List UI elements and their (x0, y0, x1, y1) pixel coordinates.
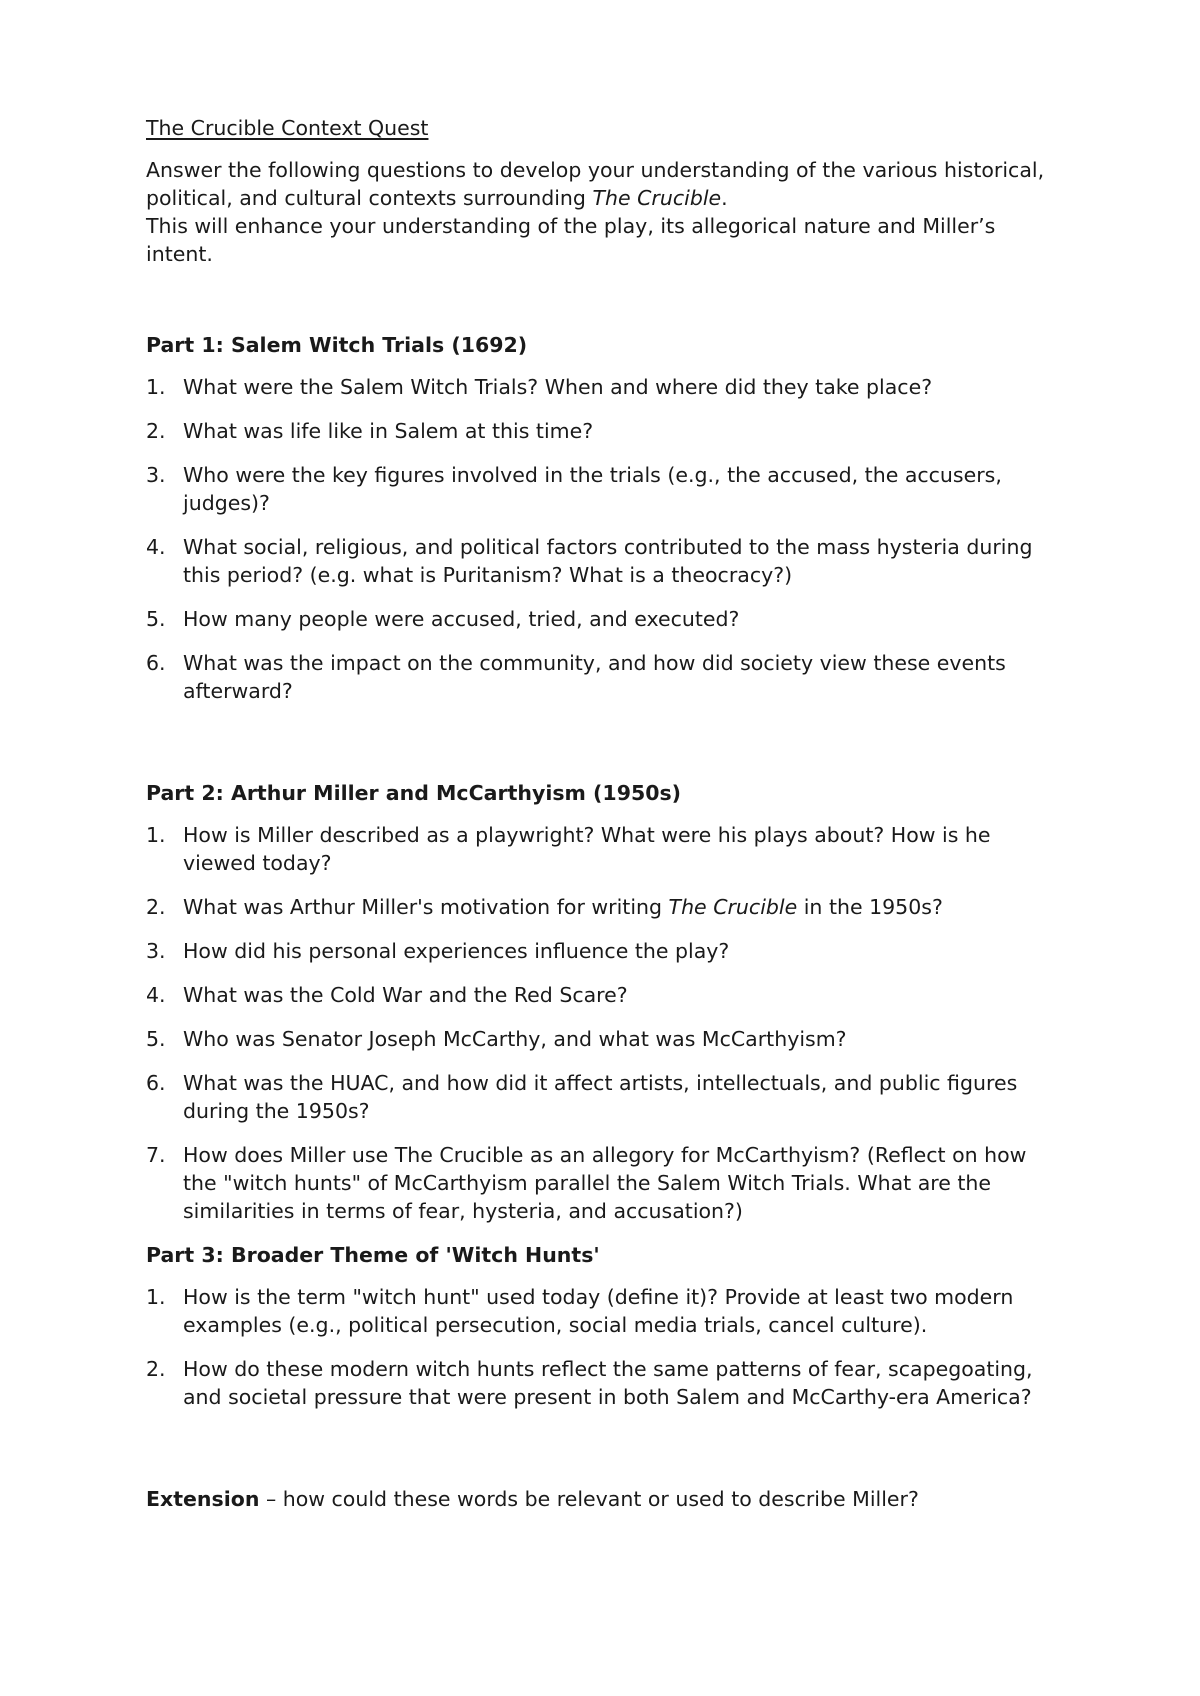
question-item (146, 821, 1066, 877)
question-number: 1. (146, 1285, 166, 1309)
intro-text: Answer the following questions to develop your understanding of the various historical, political, and cultural contexts surrounding (146, 158, 1045, 210)
document-body (146, 114, 1066, 1513)
question-item (146, 1355, 1066, 1411)
question-item (146, 605, 1066, 633)
extension-label: Extension (146, 1487, 260, 1511)
question-text: How is the term "witch hunt" used today (define it)? Provide at least two modern examples (e.g., political persecution, social media trials, cancel culture). (183, 1285, 1014, 1337)
question-item (146, 981, 1066, 1009)
question-number: 4. (146, 983, 166, 1007)
question-number: 2. (146, 419, 166, 443)
question-number: 6. (146, 1071, 166, 1095)
question-text: How does Miller use The Crucible as an allegory for McCarthyism? (Reflect on how the "witch hunts" of McCarthyism parallel the Salem Witch Trials. What are the similarities in terms of fear, hysteria, and accusation?) (183, 1143, 1027, 1223)
question-item (146, 417, 1066, 445)
question-text: What was Arthur Miller's motivation for writing (183, 895, 669, 919)
intro-paragraph (146, 156, 1066, 268)
intro-italic-title: The Crucible (592, 186, 722, 210)
part-2-section (146, 779, 1066, 1225)
part-3-section (146, 1241, 1066, 1411)
question-text: What were the Salem Witch Trials? When and where did they take place? (183, 375, 933, 399)
question-number: 3. (146, 939, 166, 963)
question-number: 5. (146, 607, 166, 631)
question-italic-title: The Crucible (668, 895, 798, 919)
extension-text: – how could these words be relevant or used to describe Miller? (259, 1487, 919, 1511)
question-text: What social, religious, and political factors contributed to the mass hysteria during this period? (e.g. what is Puritanism? What is a theocracy?) (183, 535, 1033, 587)
extension-prompt (146, 1485, 1066, 1513)
question-text: What was life like in Salem at this time? (183, 419, 594, 443)
intro-punct: . (721, 186, 728, 210)
question-item (146, 649, 1066, 705)
question-item (146, 533, 1066, 589)
question-number: 5. (146, 1027, 166, 1051)
intro-line-1 (146, 156, 1066, 212)
question-list (146, 821, 1066, 1225)
question-text: What was the HUAC, and how did it affect artists, intellectuals, and public figures during the 1950s? (183, 1071, 1018, 1123)
question-item (146, 893, 1066, 921)
section-heading: Part 2: Arthur Miller and McCarthyism (1950s) (146, 781, 682, 805)
question-item (146, 1069, 1066, 1125)
section-heading: Part 3: Broader Theme of 'Witch Hunts' (146, 1243, 600, 1267)
question-number: 1. (146, 375, 166, 399)
question-text: What was the Cold War and the Red Scare? (183, 983, 628, 1007)
question-number: 2. (146, 1357, 166, 1381)
question-text: How many people were accused, tried, and executed? (183, 607, 740, 631)
question-list (146, 373, 1066, 705)
question-text: Who was Senator Joseph McCarthy, and what was McCarthyism? (183, 1027, 847, 1051)
question-number: 2. (146, 895, 166, 919)
question-number: 4. (146, 535, 166, 559)
question-list (146, 1283, 1066, 1411)
question-text: How is Miller described as a playwright? What were his plays about? How is he viewed today? (183, 823, 991, 875)
question-number: 1. (146, 823, 166, 847)
question-text: What was the impact on the community, and how did society view these events afterward? (183, 651, 1006, 703)
section-heading: Part 1: Salem Witch Trials (1692) (146, 333, 528, 357)
question-item (146, 373, 1066, 401)
question-number: 3. (146, 463, 166, 487)
part-1-section (146, 331, 1066, 705)
question-text: Who were the key figures involved in the trials (e.g., the accused, the accusers, judges)? (183, 463, 1002, 515)
page-title: The Crucible Context Quest (146, 116, 429, 140)
question-item (146, 461, 1066, 517)
question-text-end: in the 1950s? (797, 895, 943, 919)
question-text: How do these modern witch hunts reflect the same patterns of fear, scapegoating, and societal pressure that were present in both Salem and McCarthy-era America? (183, 1357, 1033, 1409)
question-item (146, 1025, 1066, 1053)
question-item (146, 937, 1066, 965)
question-number: 6. (146, 651, 166, 675)
question-item (146, 1141, 1066, 1225)
question-number: 7. (146, 1143, 166, 1167)
intro-line-2: This will enhance your understanding of the play, its allegorical nature and Miller’s intent. (146, 214, 996, 266)
question-text: How did his personal experiences influence the play? (183, 939, 730, 963)
question-item (146, 1283, 1066, 1339)
